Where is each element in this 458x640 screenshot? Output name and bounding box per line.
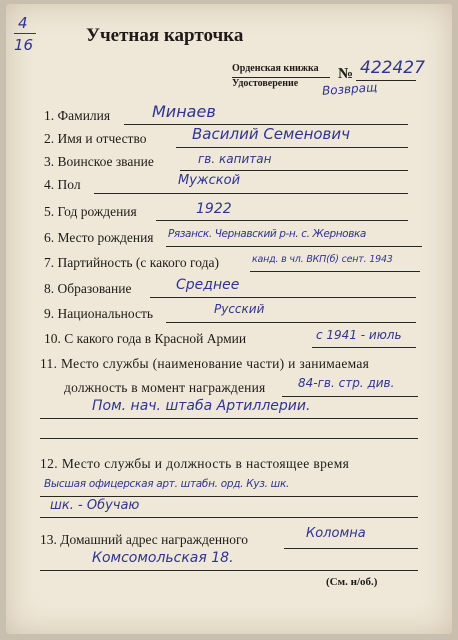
field-label-name: 2. Имя и отчество bbox=[44, 131, 147, 146]
field-value-nationality: Русский bbox=[214, 302, 265, 316]
field-label-nationality: 9. Национальность bbox=[44, 306, 154, 321]
service-at-award-value-2: Пом. нач. штаба Артиллерии. bbox=[92, 398, 311, 414]
current-service-value-1: Высшая офицерская арт. штабн. орд. Куз. шк. bbox=[44, 478, 290, 490]
home-address-line-1 bbox=[284, 548, 418, 549]
service-at-award-value-1: 84-гв. стр. див. bbox=[298, 376, 395, 390]
current-service-value-2: шк. - Обучаю bbox=[50, 498, 140, 513]
field-line-rank bbox=[180, 170, 408, 171]
certificate-number: 422427 bbox=[360, 58, 425, 78]
field-line-nationality bbox=[166, 322, 416, 323]
footer-note: (См. н/об.) bbox=[326, 576, 378, 588]
certificate-label: Удостоверение bbox=[232, 78, 299, 89]
home-address-value-1: Коломна bbox=[306, 526, 366, 541]
current-service-label: 12. Место службы и должность в настоящее время bbox=[40, 456, 350, 471]
field-label-surname: 1. Фамилия bbox=[44, 108, 111, 123]
field-value-birth-year: 1922 bbox=[196, 201, 232, 217]
field-label-sex: 4. Пол bbox=[44, 177, 81, 192]
corner-note-divider bbox=[14, 33, 36, 34]
card-title: Учетная карточка bbox=[86, 25, 244, 46]
corner-note-top: 4 bbox=[18, 14, 28, 32]
field-line-party bbox=[250, 271, 420, 272]
home-address-label: 13. Домашний адрес награжденного bbox=[40, 532, 248, 547]
home-address-line-2 bbox=[40, 570, 418, 571]
field-line-education bbox=[150, 297, 416, 298]
returned-note: Возвращ bbox=[321, 80, 378, 98]
field-line-birth-year bbox=[156, 220, 408, 221]
home-address-value-2: Комсомольская 18. bbox=[92, 550, 234, 566]
field-value-name: Василий Семенович bbox=[192, 125, 351, 143]
field-label-birth-year: 5. Год рождения bbox=[44, 204, 137, 219]
service-at-award-line-1 bbox=[282, 396, 418, 397]
order-book-label: Орденская книжка bbox=[232, 63, 319, 74]
field-line-name bbox=[176, 147, 408, 148]
field-label-party: 7. Партийность (с какого года) bbox=[44, 255, 219, 270]
field-line-sex bbox=[94, 193, 408, 194]
corner-note-bottom: 16 bbox=[14, 36, 34, 54]
field-line-birthplace bbox=[166, 246, 422, 247]
service-at-award-label-2: должность в момент награждения bbox=[64, 380, 266, 395]
field-label-education: 8. Образование bbox=[44, 281, 132, 296]
field-value-rank: гв. капитан bbox=[198, 152, 272, 166]
field-value-surname: Минаев bbox=[152, 102, 216, 121]
service-at-award-line-3 bbox=[40, 438, 418, 439]
number-sign: № bbox=[338, 66, 354, 82]
current-service-line-1 bbox=[40, 496, 418, 497]
field-value-sex: Мужской bbox=[178, 173, 241, 188]
field-value-education: Среднее bbox=[176, 277, 240, 293]
field-value-army-since: с 1941 - июль bbox=[316, 328, 402, 342]
current-service-line-2 bbox=[40, 517, 418, 518]
field-label-army-since: 10. С какого года в Красной Армии bbox=[44, 331, 247, 346]
field-line-army-since bbox=[312, 347, 416, 348]
field-value-birthplace: Рязанск. Чернавский р-н. с. Жерновка bbox=[168, 228, 366, 240]
service-at-award-label-1: 11. Место службы (наименование части) и занимаемая bbox=[40, 356, 370, 371]
field-value-party: канд. в чл. ВКП(б) сент. 1943 bbox=[252, 254, 393, 265]
service-at-award-line-2 bbox=[40, 418, 418, 419]
field-label-birthplace: 6. Место рождения bbox=[44, 230, 154, 245]
field-label-rank: 3. Воинское звание bbox=[44, 154, 154, 169]
